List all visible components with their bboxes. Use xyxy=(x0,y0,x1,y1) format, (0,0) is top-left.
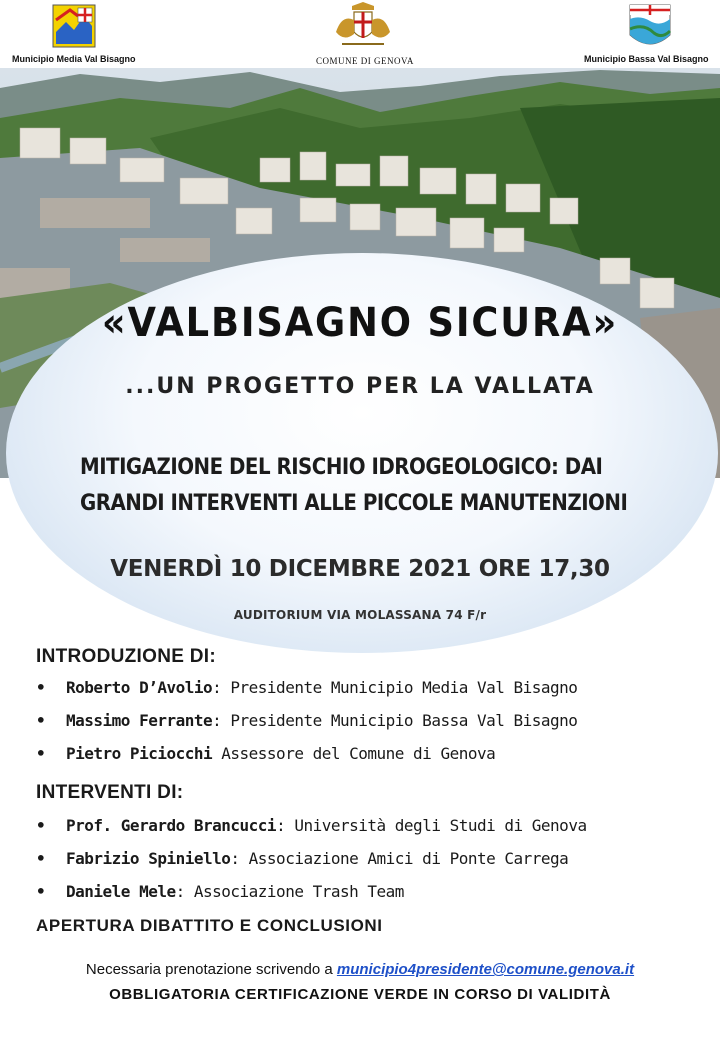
speaker-role: : Università degli Studi di Genova xyxy=(276,816,587,835)
reservation-line xyxy=(0,961,720,978)
interventi-list xyxy=(36,816,696,915)
closing-note: APERTURA DIBATTITO E CONCLUSIONI xyxy=(36,916,383,935)
list-item xyxy=(36,711,696,744)
speaker-name: Pietro Piciocchi xyxy=(66,744,213,763)
speaker-role: Assessore del Comune di Genova xyxy=(212,744,496,763)
event-subtitle: ...UN PROGETTO PER LA VALLATA xyxy=(125,374,595,399)
event-title: «VALBISAGNO SICURA» xyxy=(101,300,619,346)
speaker-name: Daniele Mele xyxy=(66,882,176,901)
municipio-bassa-val-bisagno-logo xyxy=(628,3,672,55)
list-item xyxy=(36,882,696,915)
event-place: AUDITORIUM VIA MOLASSANA 74 F/r xyxy=(233,608,487,622)
list-item xyxy=(36,849,696,882)
speaker-role: : Presidente Municipio Bassa Val Bisagno xyxy=(212,711,578,730)
speaker-role: : Presidente Municipio Media Val Bisagno xyxy=(212,678,578,697)
theme-line-2: GRANDI INTERVENTI ALLE PICCOLE MANUTENZIONI xyxy=(80,491,628,516)
list-item xyxy=(36,678,696,711)
reservation-text: Necessaria prenotazione scrivendo a xyxy=(85,961,337,978)
right-logo-caption: Municipio Bassa Val Bisagno xyxy=(584,54,709,64)
center-logo-caption: COMUNE DI GENOVA xyxy=(316,56,414,66)
event-theme xyxy=(80,450,680,522)
speaker-role: : Associazione Trash Team xyxy=(175,882,404,901)
header xyxy=(0,0,720,68)
event-date: VENERDÌ 10 DICEMBRE 2021 ORE 17,30 xyxy=(110,556,610,582)
speaker-name: Roberto D’Avolio xyxy=(66,678,213,697)
interventi-heading: INTERVENTI DI: xyxy=(36,782,184,803)
comune-di-genova-crest xyxy=(332,2,394,58)
theme-line-1: MITIGAZIONE DEL RISCHIO IDROGEOLOGICO: DAI xyxy=(80,455,603,480)
introduzione-list xyxy=(36,678,696,777)
green-pass-notice: OBBLIGATORIA CERTIFICAZIONE VERDE IN CORSO DI VALIDITÀ xyxy=(109,986,611,1003)
speaker-name: Fabrizio Spiniello xyxy=(66,849,231,868)
list-item xyxy=(36,816,696,849)
email-link[interactable]: municipio4presidente@comune.genova.it xyxy=(336,961,635,978)
introduzione-heading: INTRODUZIONE DI: xyxy=(36,646,217,667)
left-logo-caption: Municipio Media Val Bisagno xyxy=(12,54,136,64)
speaker-name: Massimo Ferrante xyxy=(66,711,213,730)
list-item xyxy=(36,744,696,777)
speaker-name: Prof. Gerardo Brancucci xyxy=(66,816,277,835)
speaker-role: : Associazione Amici di Ponte Carrega xyxy=(230,849,569,868)
municipio-media-val-bisagno-logo xyxy=(52,4,96,52)
